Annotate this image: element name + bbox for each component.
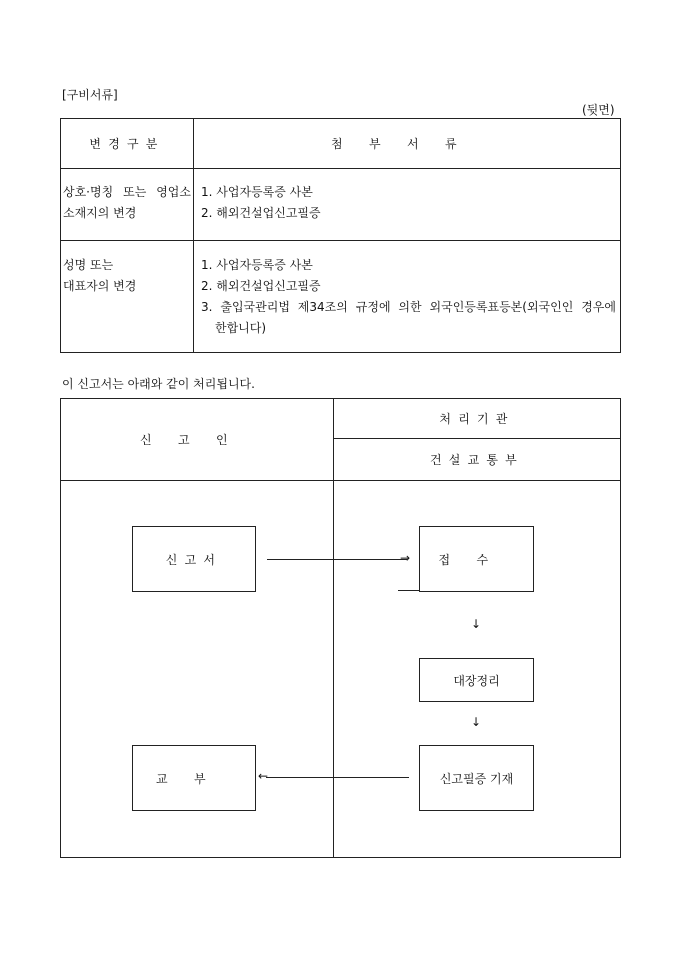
document-item: 3. 출입국관리법 제34조의 규정에 의한 외국인등록표등본(외국인인 경우에 한합니다) bbox=[201, 300, 616, 335]
step-registry: 대장정리 bbox=[419, 658, 534, 702]
page-side-label: (뒷면) bbox=[582, 103, 615, 117]
step-receipt: 접수 bbox=[419, 526, 534, 592]
arrow-down-icon: ↓ bbox=[471, 715, 482, 729]
header-change-type: 변경구분 bbox=[89, 137, 165, 151]
step-certificate: 신고필증 기재 bbox=[419, 745, 534, 811]
category-line: 성명 또는 bbox=[63, 258, 114, 272]
step-issue: 교부 bbox=[132, 745, 256, 811]
section-label: [구비서류] bbox=[62, 88, 118, 102]
agency-header: 처리기관 bbox=[439, 412, 515, 426]
row2-documents bbox=[201, 255, 616, 339]
agency-name: 건설교통부 bbox=[430, 453, 524, 467]
document-item: 1. 사업자등록증 사본 bbox=[201, 258, 313, 272]
row1-documents bbox=[201, 182, 321, 224]
step-report: 신고서 bbox=[132, 526, 256, 592]
row2-category bbox=[63, 255, 136, 297]
header-attachments: 첨부서류 bbox=[331, 137, 483, 151]
document-item: 2. 해외건설업신고필증 bbox=[201, 279, 321, 293]
applicant-header: 신고인 bbox=[140, 433, 254, 447]
arrow-right-icon: → bbox=[400, 551, 411, 565]
arrow-down-icon: ↓ bbox=[471, 617, 482, 631]
category-line: 대표자의 변경 bbox=[63, 279, 137, 293]
document-item: 1. 사업자등록증 사본 bbox=[201, 185, 313, 199]
process-intro: 이 신고서는 아래와 같이 처리됩니다. bbox=[62, 377, 255, 391]
row1-category: 상호·명칭 또는 영업소 소재지의 변경 bbox=[63, 185, 191, 220]
arrow-left-icon: ← bbox=[258, 769, 269, 783]
document-item: 2. 해외건설업신고필증 bbox=[201, 206, 321, 220]
